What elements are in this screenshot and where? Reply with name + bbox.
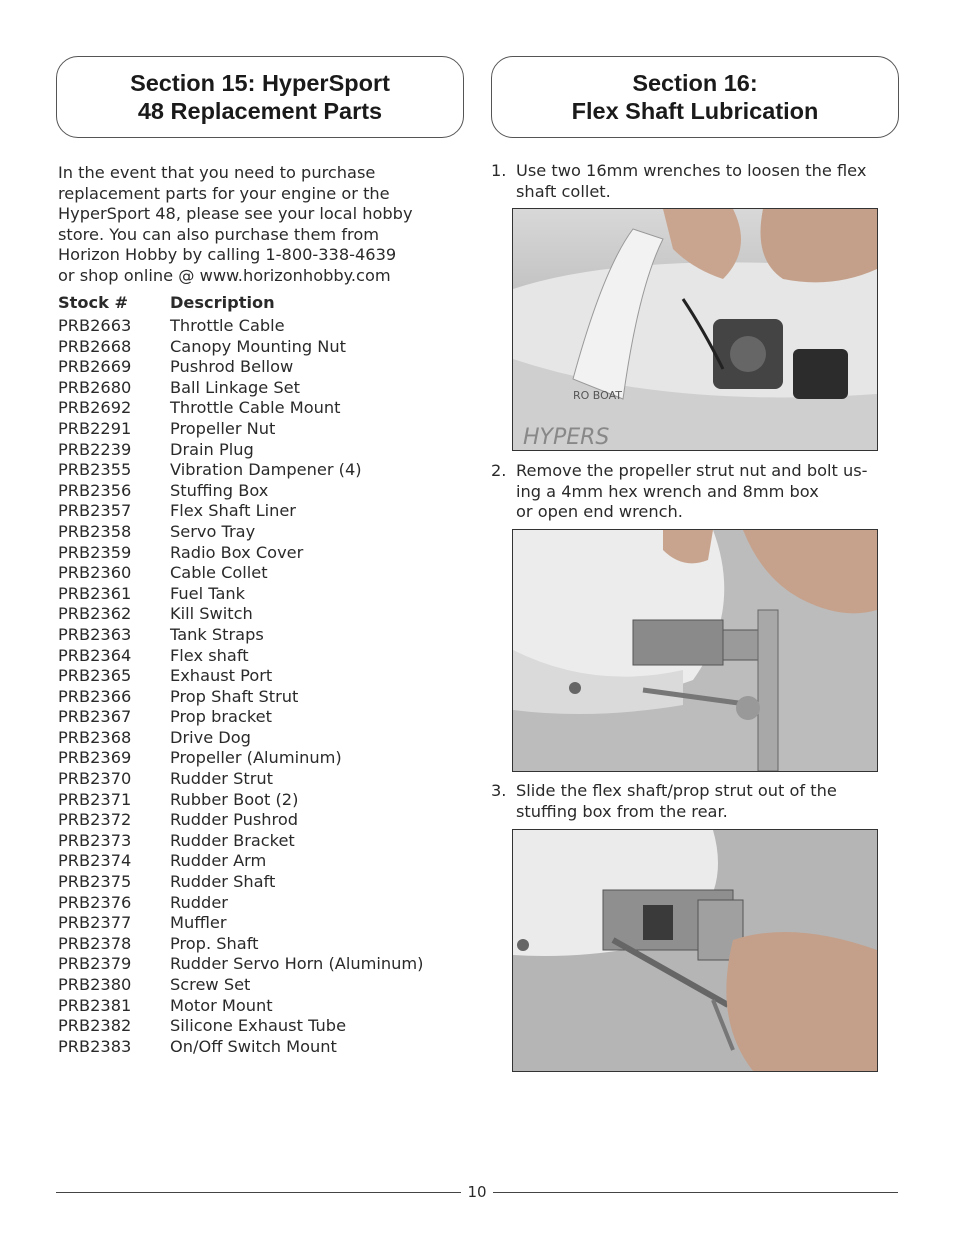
- stock-number: PRB2371: [58, 789, 132, 809]
- step-text-line: or open end wrench.: [516, 502, 683, 522]
- stock-number: PRB2239: [58, 439, 132, 459]
- section-16-title-line1: Section 16:: [632, 70, 758, 96]
- stock-number: PRB2379: [58, 954, 132, 974]
- step-number: 2.: [491, 461, 507, 480]
- step-2: [491, 461, 901, 524]
- part-description: Flex shaft: [170, 645, 249, 665]
- description-column-header: Description: [170, 293, 275, 312]
- section-15-title-line1: Section 15: HyperSport: [130, 70, 390, 96]
- part-description: Servo Tray: [170, 521, 256, 541]
- stock-number: PRB2378: [58, 933, 132, 953]
- section-16-header: [491, 56, 899, 138]
- part-description: Cable Collet: [170, 563, 268, 583]
- stock-number: PRB2291: [58, 418, 132, 438]
- part-description: Prop bracket: [170, 707, 272, 727]
- part-description: Rudder Shaft: [170, 872, 276, 892]
- footer-rule-right: [493, 1192, 898, 1193]
- part-description: Fuel Tank: [170, 583, 246, 603]
- stock-number: PRB2377: [58, 913, 132, 933]
- stock-number: PRB2668: [58, 336, 132, 356]
- part-description: Muffler: [170, 913, 227, 933]
- stock-number: PRB2374: [58, 851, 132, 871]
- stock-column-header: Stock #: [58, 293, 129, 312]
- part-description: Rudder Strut: [170, 769, 273, 789]
- part-description: Rudder: [170, 892, 228, 912]
- footer-rule-left: [56, 1192, 461, 1193]
- stock-number: PRB2360: [58, 563, 132, 583]
- stock-number: PRB2373: [58, 830, 132, 850]
- step-number: 3.: [491, 781, 507, 800]
- part-description: Tank Straps: [170, 624, 264, 644]
- hull-logo-text: HYPERS: [523, 425, 610, 450]
- stock-number: PRB2368: [58, 727, 132, 747]
- part-description: Pushrod Bellow: [170, 357, 294, 377]
- part-description: Prop Shaft Strut: [170, 686, 299, 706]
- step-number: 1.: [491, 161, 507, 180]
- part-description: Rudder Pushrod: [170, 810, 298, 830]
- stock-number: PRB2692: [58, 398, 132, 418]
- stock-number: PRB2355: [58, 460, 132, 480]
- stock-number: PRB2375: [58, 872, 132, 892]
- step-3: [491, 781, 901, 823]
- step-text-line: Use two 16mm wrenches to loosen the flex: [516, 161, 867, 180]
- part-description: Flex Shaft Liner: [170, 501, 296, 521]
- photo-slide-flex-shaft-out: [512, 829, 878, 1072]
- part-description: Ball Linkage Set: [170, 377, 300, 397]
- part-description: Throttle Cable Mount: [170, 398, 341, 418]
- part-description: Screw Set: [170, 975, 251, 994]
- step-text-line: ing a 4mm hex wrench and 8mm box: [516, 481, 819, 501]
- part-description: Propeller (Aluminum): [170, 748, 342, 768]
- stock-number: PRB2363: [58, 624, 132, 644]
- part-description: Drive Dog: [170, 727, 251, 747]
- section-15-header: [56, 56, 464, 138]
- stock-number: PRB2364: [58, 645, 132, 665]
- part-description: Stuffing Box: [170, 480, 269, 500]
- part-description: Canopy Mounting Nut: [170, 336, 347, 356]
- stock-number: PRB2356: [58, 480, 132, 500]
- part-description: Vibration Dampener (4): [170, 460, 362, 480]
- stock-number: PRB2376: [58, 892, 132, 912]
- part-description: Rubber Boot (2): [170, 789, 299, 809]
- part-description: Propeller Nut: [170, 418, 276, 438]
- part-description: Radio Box Cover: [170, 542, 304, 562]
- intro-line: Horizon Hobby by calling 1-800-338-4639: [58, 245, 397, 265]
- section-16-title-line2: Flex Shaft Lubrication: [571, 98, 819, 124]
- part-description: Rudder Bracket: [170, 830, 295, 850]
- step-text-line: stuffing box from the rear.: [516, 801, 728, 821]
- stock-number: PRB2680: [58, 377, 132, 397]
- stock-number: PRB2370: [58, 769, 132, 789]
- stock-number: PRB2366: [58, 686, 132, 706]
- intro-line: store. You can also purchase them from: [58, 224, 380, 244]
- part-description: Silicone Exhaust Tube: [170, 1016, 347, 1036]
- stock-number: PRB2372: [58, 810, 132, 830]
- stock-number: PRB2382: [58, 1016, 132, 1036]
- photo-loosen-flex-shaft-collet: [512, 208, 878, 451]
- part-description: Rudder Arm: [170, 851, 267, 871]
- part-description: Kill Switch: [170, 604, 253, 624]
- step-1: [491, 161, 901, 203]
- intro-line: or shop online @ www.horizonhobby.com: [58, 265, 391, 285]
- step-text-line: Slide the flex shaft/prop strut out of the: [516, 781, 837, 800]
- intro-line: In the event that you need to purchase: [58, 163, 376, 182]
- stock-number: PRB2669: [58, 357, 132, 377]
- part-description: Motor Mount: [170, 995, 273, 1015]
- stock-number: PRB2369: [58, 748, 132, 768]
- stock-number: PRB2362: [58, 604, 132, 624]
- page-number: 10: [467, 1183, 487, 1201]
- intro-paragraph: [58, 163, 458, 287]
- stock-number: PRB2357: [58, 501, 132, 521]
- stock-number: PRB2367: [58, 707, 132, 727]
- stock-number: PRB2359: [58, 542, 132, 562]
- intro-line: replacement parts for your engine or the: [58, 183, 390, 203]
- stock-number: PRB2361: [58, 583, 132, 603]
- part-description: On/Off Switch Mount: [170, 1036, 337, 1056]
- intro-line: HyperSport 48, please see your local hobby: [58, 204, 413, 224]
- section-15-title-line2: 48 Replacement Parts: [137, 98, 383, 124]
- part-description: Drain Plug: [170, 439, 254, 459]
- stock-number: PRB2381: [58, 995, 132, 1015]
- hull-decal-text: RO BOAT: [573, 389, 623, 402]
- part-description: Throttle Cable: [170, 316, 285, 335]
- part-description: Rudder Servo Horn (Aluminum): [170, 954, 424, 974]
- stock-number: PRB2365: [58, 666, 132, 686]
- stock-number: PRB2358: [58, 521, 132, 541]
- step-text-line: shaft collet.: [516, 181, 611, 201]
- step-text-line: Remove the propeller strut nut and bolt us-: [516, 461, 868, 480]
- stock-number: PRB2663: [58, 316, 132, 335]
- part-description: Exhaust Port: [170, 666, 273, 686]
- part-description: Prop. Shaft: [170, 933, 259, 953]
- stock-number: PRB2383: [58, 1036, 132, 1056]
- photo-remove-strut-nut: [512, 529, 878, 772]
- stock-number: PRB2380: [58, 975, 132, 994]
